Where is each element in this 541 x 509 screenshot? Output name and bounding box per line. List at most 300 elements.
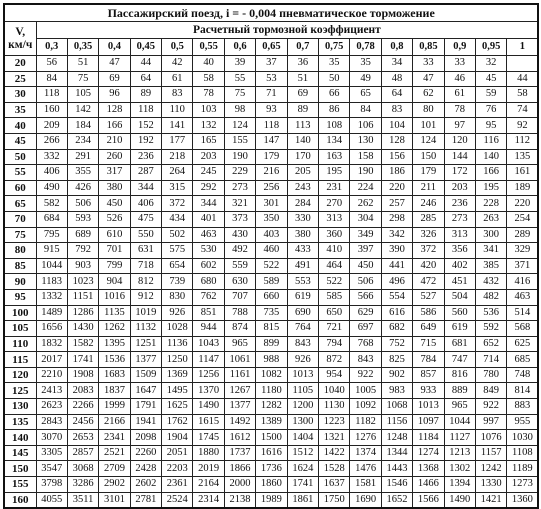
- distance-cell: 1105: [287, 383, 318, 399]
- table-row: [4, 165, 538, 181]
- distance-cell: 3068: [67, 461, 98, 477]
- distance-cell: 2653: [67, 430, 98, 446]
- distance-cell: 243: [287, 180, 318, 196]
- coefficient-header-cell: 0,65: [256, 39, 287, 56]
- distance-cell: 629: [350, 305, 381, 321]
- distance-cell: 830: [162, 289, 193, 305]
- distance-cell: 292: [193, 180, 224, 196]
- distance-cell: 1262: [99, 321, 130, 337]
- distance-cell: 504: [444, 289, 475, 305]
- distance-cell: 681: [444, 336, 475, 352]
- distance-cell: 593: [67, 211, 98, 227]
- distance-cell: 179: [413, 165, 444, 181]
- distance-cell: 965: [224, 336, 255, 352]
- distance-cell: 1068: [381, 399, 412, 415]
- distance-cell: 1132: [130, 321, 161, 337]
- distance-cell: 1368: [413, 461, 444, 477]
- distance-cell: 1286: [67, 305, 98, 321]
- distance-cell: 403: [256, 227, 287, 243]
- distance-cell: 954: [319, 367, 350, 383]
- distance-cell: 1495: [162, 383, 193, 399]
- distance-cell: 1546: [381, 477, 412, 493]
- distance-cell: 124: [413, 133, 444, 149]
- distance-cell: 192: [130, 133, 161, 149]
- distance-cell: 116: [475, 133, 506, 149]
- distance-cell: 313: [444, 227, 475, 243]
- distance-cell: 554: [381, 289, 412, 305]
- speed-cell: 20: [4, 56, 36, 72]
- distance-cell: 899: [256, 336, 287, 352]
- distance-cell: 568: [507, 321, 539, 337]
- distance-cell: 47: [413, 71, 444, 87]
- distance-cell: 229: [224, 165, 255, 181]
- table-body: [4, 56, 538, 509]
- distance-cell: 189: [507, 180, 539, 196]
- distance-cell: 105: [67, 87, 98, 103]
- distance-cell: 496: [381, 274, 412, 290]
- distance-cell: 2524: [162, 492, 193, 508]
- distance-cell: 735: [256, 305, 287, 321]
- distance-cell: 560: [444, 305, 475, 321]
- distance-cell: 210: [99, 133, 130, 149]
- coefficient-group-header: Расчетный тормозной коэффициент: [36, 22, 538, 39]
- header-row-1: [4, 22, 538, 39]
- distance-cell: 401: [193, 211, 224, 227]
- distance-cell: 1489: [36, 305, 67, 321]
- distance-cell: 118: [130, 102, 161, 118]
- distance-cell: 3305: [36, 445, 67, 461]
- distance-cell: 463: [507, 289, 539, 305]
- distance-cell: 2843: [36, 414, 67, 430]
- distance-cell: 926: [287, 352, 318, 368]
- distance-cell: 1832: [36, 336, 67, 352]
- distance-cell: 3547: [36, 461, 67, 477]
- distance-cell: 872: [319, 352, 350, 368]
- distance-cell: 140: [287, 133, 318, 149]
- distance-cell: 851: [193, 305, 224, 321]
- distance-cell: 492: [224, 243, 255, 259]
- distance-cell: 460: [256, 243, 287, 259]
- distance-cell: 47: [99, 56, 130, 72]
- coefficient-header-cell: 0,45: [130, 39, 161, 56]
- distance-cell: 1612: [224, 430, 255, 446]
- distance-cell: 236: [444, 196, 475, 212]
- distance-cell: 1242: [475, 461, 506, 477]
- distance-cell: 2709: [99, 461, 130, 477]
- distance-cell: 602: [193, 258, 224, 274]
- distance-cell: 420: [413, 258, 444, 274]
- distance-cell: 298: [381, 211, 412, 227]
- distance-cell: 1941: [130, 414, 161, 430]
- distance-cell: 522: [319, 274, 350, 290]
- distance-cell: 768: [350, 336, 381, 352]
- speed-cell: 135: [4, 414, 36, 430]
- table-title-row: [4, 4, 538, 22]
- distance-cell: 74: [507, 102, 539, 118]
- distance-cell: 795: [36, 227, 67, 243]
- distance-cell: 1282: [256, 399, 287, 415]
- distance-cell: 1061: [224, 352, 255, 368]
- distance-cell: 997: [475, 414, 506, 430]
- distance-cell: 165: [193, 133, 224, 149]
- distance-cell: 1182: [350, 414, 381, 430]
- distance-cell: 430: [224, 227, 255, 243]
- speed-cell: 75: [4, 227, 36, 243]
- table-row: [4, 461, 538, 477]
- distance-cell: 39: [224, 56, 255, 72]
- distance-cell: 301: [256, 196, 287, 212]
- distance-cell: 61: [162, 71, 193, 87]
- distance-cell: 2260: [130, 445, 161, 461]
- distance-cell: 97: [444, 118, 475, 134]
- distance-cell: 1745: [193, 430, 224, 446]
- distance-cell: 553: [287, 274, 318, 290]
- speed-cell: 25: [4, 71, 36, 87]
- distance-cell: 172: [444, 165, 475, 181]
- distance-cell: 463: [193, 227, 224, 243]
- distance-cell: 284: [287, 196, 318, 212]
- distance-cell: 372: [162, 196, 193, 212]
- distance-cell: 78: [444, 102, 475, 118]
- distance-cell: 682: [381, 321, 412, 337]
- distance-cell: 80: [413, 102, 444, 118]
- distance-cell: 1500: [256, 430, 287, 446]
- distance-cell: 1750: [319, 492, 350, 508]
- distance-cell: 49: [350, 71, 381, 87]
- distance-cell: 762: [193, 289, 224, 305]
- distance-cell: 922: [475, 399, 506, 415]
- distance-cell: 2210: [36, 367, 67, 383]
- distance-cell: 1183: [36, 274, 67, 290]
- distance-cell: 1880: [193, 445, 224, 461]
- table-row: [4, 56, 538, 72]
- distance-cell: 575: [162, 243, 193, 259]
- distance-cell: 2623: [36, 399, 67, 415]
- distance-cell: 144: [444, 149, 475, 165]
- distance-cell: 142: [67, 102, 98, 118]
- speed-header-unit: км/ч: [8, 38, 33, 51]
- speed-cell: 90: [4, 274, 36, 290]
- distance-cell: 2857: [67, 445, 98, 461]
- speed-cell: 140: [4, 430, 36, 446]
- distance-cell: 179: [256, 149, 287, 165]
- table-row: [4, 477, 538, 493]
- distance-cell: 506: [67, 196, 98, 212]
- distance-cell: 416: [507, 274, 539, 290]
- distance-cell: 983: [381, 383, 412, 399]
- distance-cell: 1536: [99, 352, 130, 368]
- table-row: [4, 445, 538, 461]
- distance-cell: 922: [350, 367, 381, 383]
- distance-cell: 4055: [36, 492, 67, 508]
- distance-cell: 220: [381, 180, 412, 196]
- distance-cell: 965: [444, 399, 475, 415]
- distance-cell: 372: [413, 243, 444, 259]
- coefficient-header-cell: 0,6: [224, 39, 255, 56]
- distance-cell: 321: [224, 196, 255, 212]
- distance-cell: 246: [413, 196, 444, 212]
- distance-cell: 134: [319, 133, 350, 149]
- speed-cell: 160: [4, 492, 36, 508]
- distance-cell: 1370: [193, 383, 224, 399]
- table-row: [4, 367, 538, 383]
- distance-cell: 1615: [193, 414, 224, 430]
- distance-cell: 1248: [381, 430, 412, 446]
- distance-cell: 715: [413, 336, 444, 352]
- distance-cell: 209: [36, 118, 67, 134]
- distance-cell: 330: [287, 211, 318, 227]
- distance-cell: 2902: [99, 477, 130, 493]
- distance-cell: 83: [162, 87, 193, 103]
- distance-cell: 304: [350, 211, 381, 227]
- distance-cell: 1866: [224, 461, 255, 477]
- distance-cell: 2164: [193, 477, 224, 493]
- coefficient-header-cell: 0,85: [413, 39, 444, 56]
- speed-cell: 105: [4, 321, 36, 337]
- distance-cell: 51: [287, 71, 318, 87]
- distance-cell: 397: [350, 243, 381, 259]
- coefficient-header-cell: 0,4: [99, 39, 130, 56]
- distance-cell: 132: [193, 118, 224, 134]
- distance-cell: 291: [67, 149, 98, 165]
- distance-cell: 406: [36, 165, 67, 181]
- distance-cell: 152: [130, 118, 161, 134]
- table-row: [4, 243, 538, 259]
- distance-cell: 42: [162, 56, 193, 72]
- distance-cell: 2017: [36, 352, 67, 368]
- distance-cell: 526: [99, 211, 130, 227]
- distance-cell: 287: [130, 165, 161, 181]
- distance-cell: 32: [475, 56, 506, 72]
- distance-cell: 110: [162, 102, 193, 118]
- distance-cell: 1157: [475, 445, 506, 461]
- distance-cell: 315: [162, 180, 193, 196]
- distance-cell: 170: [287, 149, 318, 165]
- distance-cell: 45: [475, 71, 506, 87]
- distance-cell: 933: [413, 383, 444, 399]
- distance-cell: 355: [67, 165, 98, 181]
- distance-cell: 1223: [319, 414, 350, 430]
- distance-cell: 2602: [130, 477, 161, 493]
- distance-cell: 527: [413, 289, 444, 305]
- distance-cell: 451: [444, 274, 475, 290]
- distance-cell: 1184: [413, 430, 444, 446]
- distance-cell: 1741: [287, 477, 318, 493]
- distance-cell: 441: [381, 258, 412, 274]
- speed-cell: 100: [4, 305, 36, 321]
- distance-cell: 2051: [162, 445, 193, 461]
- distance-cell: 1860: [256, 477, 287, 493]
- distance-cell: 1374: [350, 445, 381, 461]
- distance-cell: 128: [99, 102, 130, 118]
- distance-cell: 61: [444, 87, 475, 103]
- distance-cell: 652: [475, 336, 506, 352]
- distance-cell: 84: [36, 71, 67, 87]
- distance-cell: 1736: [256, 461, 287, 477]
- coefficient-header-cell: 1: [507, 39, 539, 56]
- distance-cell: 1030: [507, 430, 539, 446]
- distance-cell: 228: [475, 196, 506, 212]
- distance-cell: 406: [130, 196, 161, 212]
- distance-cell: 160: [36, 102, 67, 118]
- distance-cell: 1016: [99, 289, 130, 305]
- distance-cell: 356: [444, 243, 475, 259]
- distance-cell: 721: [319, 321, 350, 337]
- speed-cell: 60: [4, 180, 36, 196]
- distance-cell: 349: [350, 227, 381, 243]
- distance-cell: 195: [319, 165, 350, 181]
- distance-cell: 1189: [507, 461, 539, 477]
- distance-cell: 402: [444, 258, 475, 274]
- distance-cell: 342: [381, 227, 412, 243]
- distance-cell: 300: [475, 227, 506, 243]
- distance-cell: 1330: [475, 477, 506, 493]
- distance-cell: 912: [130, 289, 161, 305]
- distance-cell: 1999: [99, 399, 130, 415]
- distance-cell: 1273: [507, 477, 539, 493]
- distance-cell: 1394: [444, 477, 475, 493]
- coefficient-header-cell: 0,9: [444, 39, 475, 56]
- speed-cell: 80: [4, 243, 36, 259]
- distance-cell: 195: [475, 180, 506, 196]
- table-row: [4, 87, 538, 103]
- distance-cell: 1989: [256, 492, 287, 508]
- distance-cell: 1005: [350, 383, 381, 399]
- distance-cell: 1082: [256, 367, 287, 383]
- speed-cell: 150: [4, 461, 36, 477]
- distance-cell: 118: [256, 118, 287, 134]
- distance-cell: 98: [224, 102, 255, 118]
- distance-cell: 89: [287, 102, 318, 118]
- distance-cell: 1369: [162, 367, 193, 383]
- distance-cell: 680: [193, 274, 224, 290]
- distance-cell: 289: [507, 227, 539, 243]
- distance-cell: 37: [256, 56, 287, 72]
- distance-cell: 263: [475, 211, 506, 227]
- distance-cell: 2000: [224, 477, 255, 493]
- distance-cell: 2203: [162, 461, 193, 477]
- distance-cell: 1267: [224, 383, 255, 399]
- distance-cell: 1616: [256, 445, 287, 461]
- distance-cell: 536: [475, 305, 506, 321]
- distance-cell: 224: [350, 180, 381, 196]
- distance-cell: 89: [130, 87, 161, 103]
- distance-cell: 190: [224, 149, 255, 165]
- distance-cell: 410: [319, 243, 350, 259]
- distance-cell: 433: [287, 243, 318, 259]
- coefficient-header-cell: 0,8: [381, 39, 412, 56]
- distance-cell: 815: [256, 321, 287, 337]
- distance-cell: 50: [319, 71, 350, 87]
- distance-cell: 329: [507, 243, 539, 259]
- distance-cell: 1161: [224, 367, 255, 383]
- table-row: [4, 149, 538, 165]
- distance-cell: 1013: [287, 367, 318, 383]
- coefficient-header-cell: 0,75: [319, 39, 350, 56]
- distance-cell: 59: [475, 87, 506, 103]
- speed-column-header: [4, 22, 36, 56]
- distance-cell: 2361: [162, 477, 193, 493]
- distance-cell: 332: [36, 149, 67, 165]
- distance-cell: 1656: [36, 321, 67, 337]
- distance-cell: 812: [130, 274, 161, 290]
- distance-cell: 46: [444, 71, 475, 87]
- distance-cell: 825: [381, 352, 412, 368]
- distance-cell: 140: [475, 149, 506, 165]
- distance-cell: 988: [256, 352, 287, 368]
- distance-cell: 1476: [350, 461, 381, 477]
- speed-cell: 65: [4, 196, 36, 212]
- distance-cell: 522: [256, 258, 287, 274]
- distance-cell: 273: [444, 211, 475, 227]
- distance-cell: 380: [287, 227, 318, 243]
- distance-cell: 684: [36, 211, 67, 227]
- distance-cell: 904: [99, 274, 130, 290]
- distance-cell: 266: [36, 133, 67, 149]
- table-row: [4, 71, 538, 87]
- distance-cell: 317: [99, 165, 130, 181]
- distance-cell: 1028: [162, 321, 193, 337]
- distance-cell: 2521: [99, 445, 130, 461]
- distance-cell: 3286: [67, 477, 98, 493]
- table-row: [4, 102, 538, 118]
- distance-cell: 530: [193, 243, 224, 259]
- distance-cell: 1092: [350, 399, 381, 415]
- distance-cell: 3101: [99, 492, 130, 508]
- distance-cell: 1582: [67, 336, 98, 352]
- table-row: [4, 414, 538, 430]
- distance-cell: 1389: [256, 414, 287, 430]
- distance-cell: 56: [36, 56, 67, 72]
- distance-cell: 78: [193, 87, 224, 103]
- distance-cell: 1043: [193, 336, 224, 352]
- distance-cell: 1250: [162, 352, 193, 368]
- distance-cell: 619: [444, 321, 475, 337]
- coefficient-header-cell: 0,3: [36, 39, 67, 56]
- distance-cell: 2781: [130, 492, 161, 508]
- distance-cell: 254: [507, 211, 539, 227]
- distance-cell: 341: [475, 243, 506, 259]
- distance-cell: 86: [319, 102, 350, 118]
- distance-cell: 35: [319, 56, 350, 72]
- distance-cell: 373: [224, 211, 255, 227]
- distance-cell: 2428: [130, 461, 161, 477]
- distance-cell: 915: [36, 243, 67, 259]
- distance-cell: 1404: [287, 430, 318, 446]
- distance-cell: 1321: [319, 430, 350, 446]
- distance-cell: 589: [256, 274, 287, 290]
- distance-cell: 506: [350, 274, 381, 290]
- distance-cell: 566: [350, 289, 381, 305]
- distance-cell: 262: [350, 196, 381, 212]
- distance-cell: 707: [224, 289, 255, 305]
- distance-cell: 245: [193, 165, 224, 181]
- distance-cell: 101: [413, 118, 444, 134]
- table-row: [4, 133, 538, 149]
- table-row: [4, 227, 538, 243]
- distance-cell: 799: [99, 258, 130, 274]
- distance-cell: 205: [287, 165, 318, 181]
- distance-cell: 92: [507, 118, 539, 134]
- distance-cell: 270: [319, 196, 350, 212]
- distance-cell: 113: [287, 118, 318, 134]
- distance-cell: 1466: [413, 477, 444, 493]
- distance-cell: 650: [319, 305, 350, 321]
- distance-cell: 1837: [99, 383, 130, 399]
- distance-cell: 1377: [130, 352, 161, 368]
- distance-cell: 1566: [413, 492, 444, 508]
- distance-cell: 1147: [193, 352, 224, 368]
